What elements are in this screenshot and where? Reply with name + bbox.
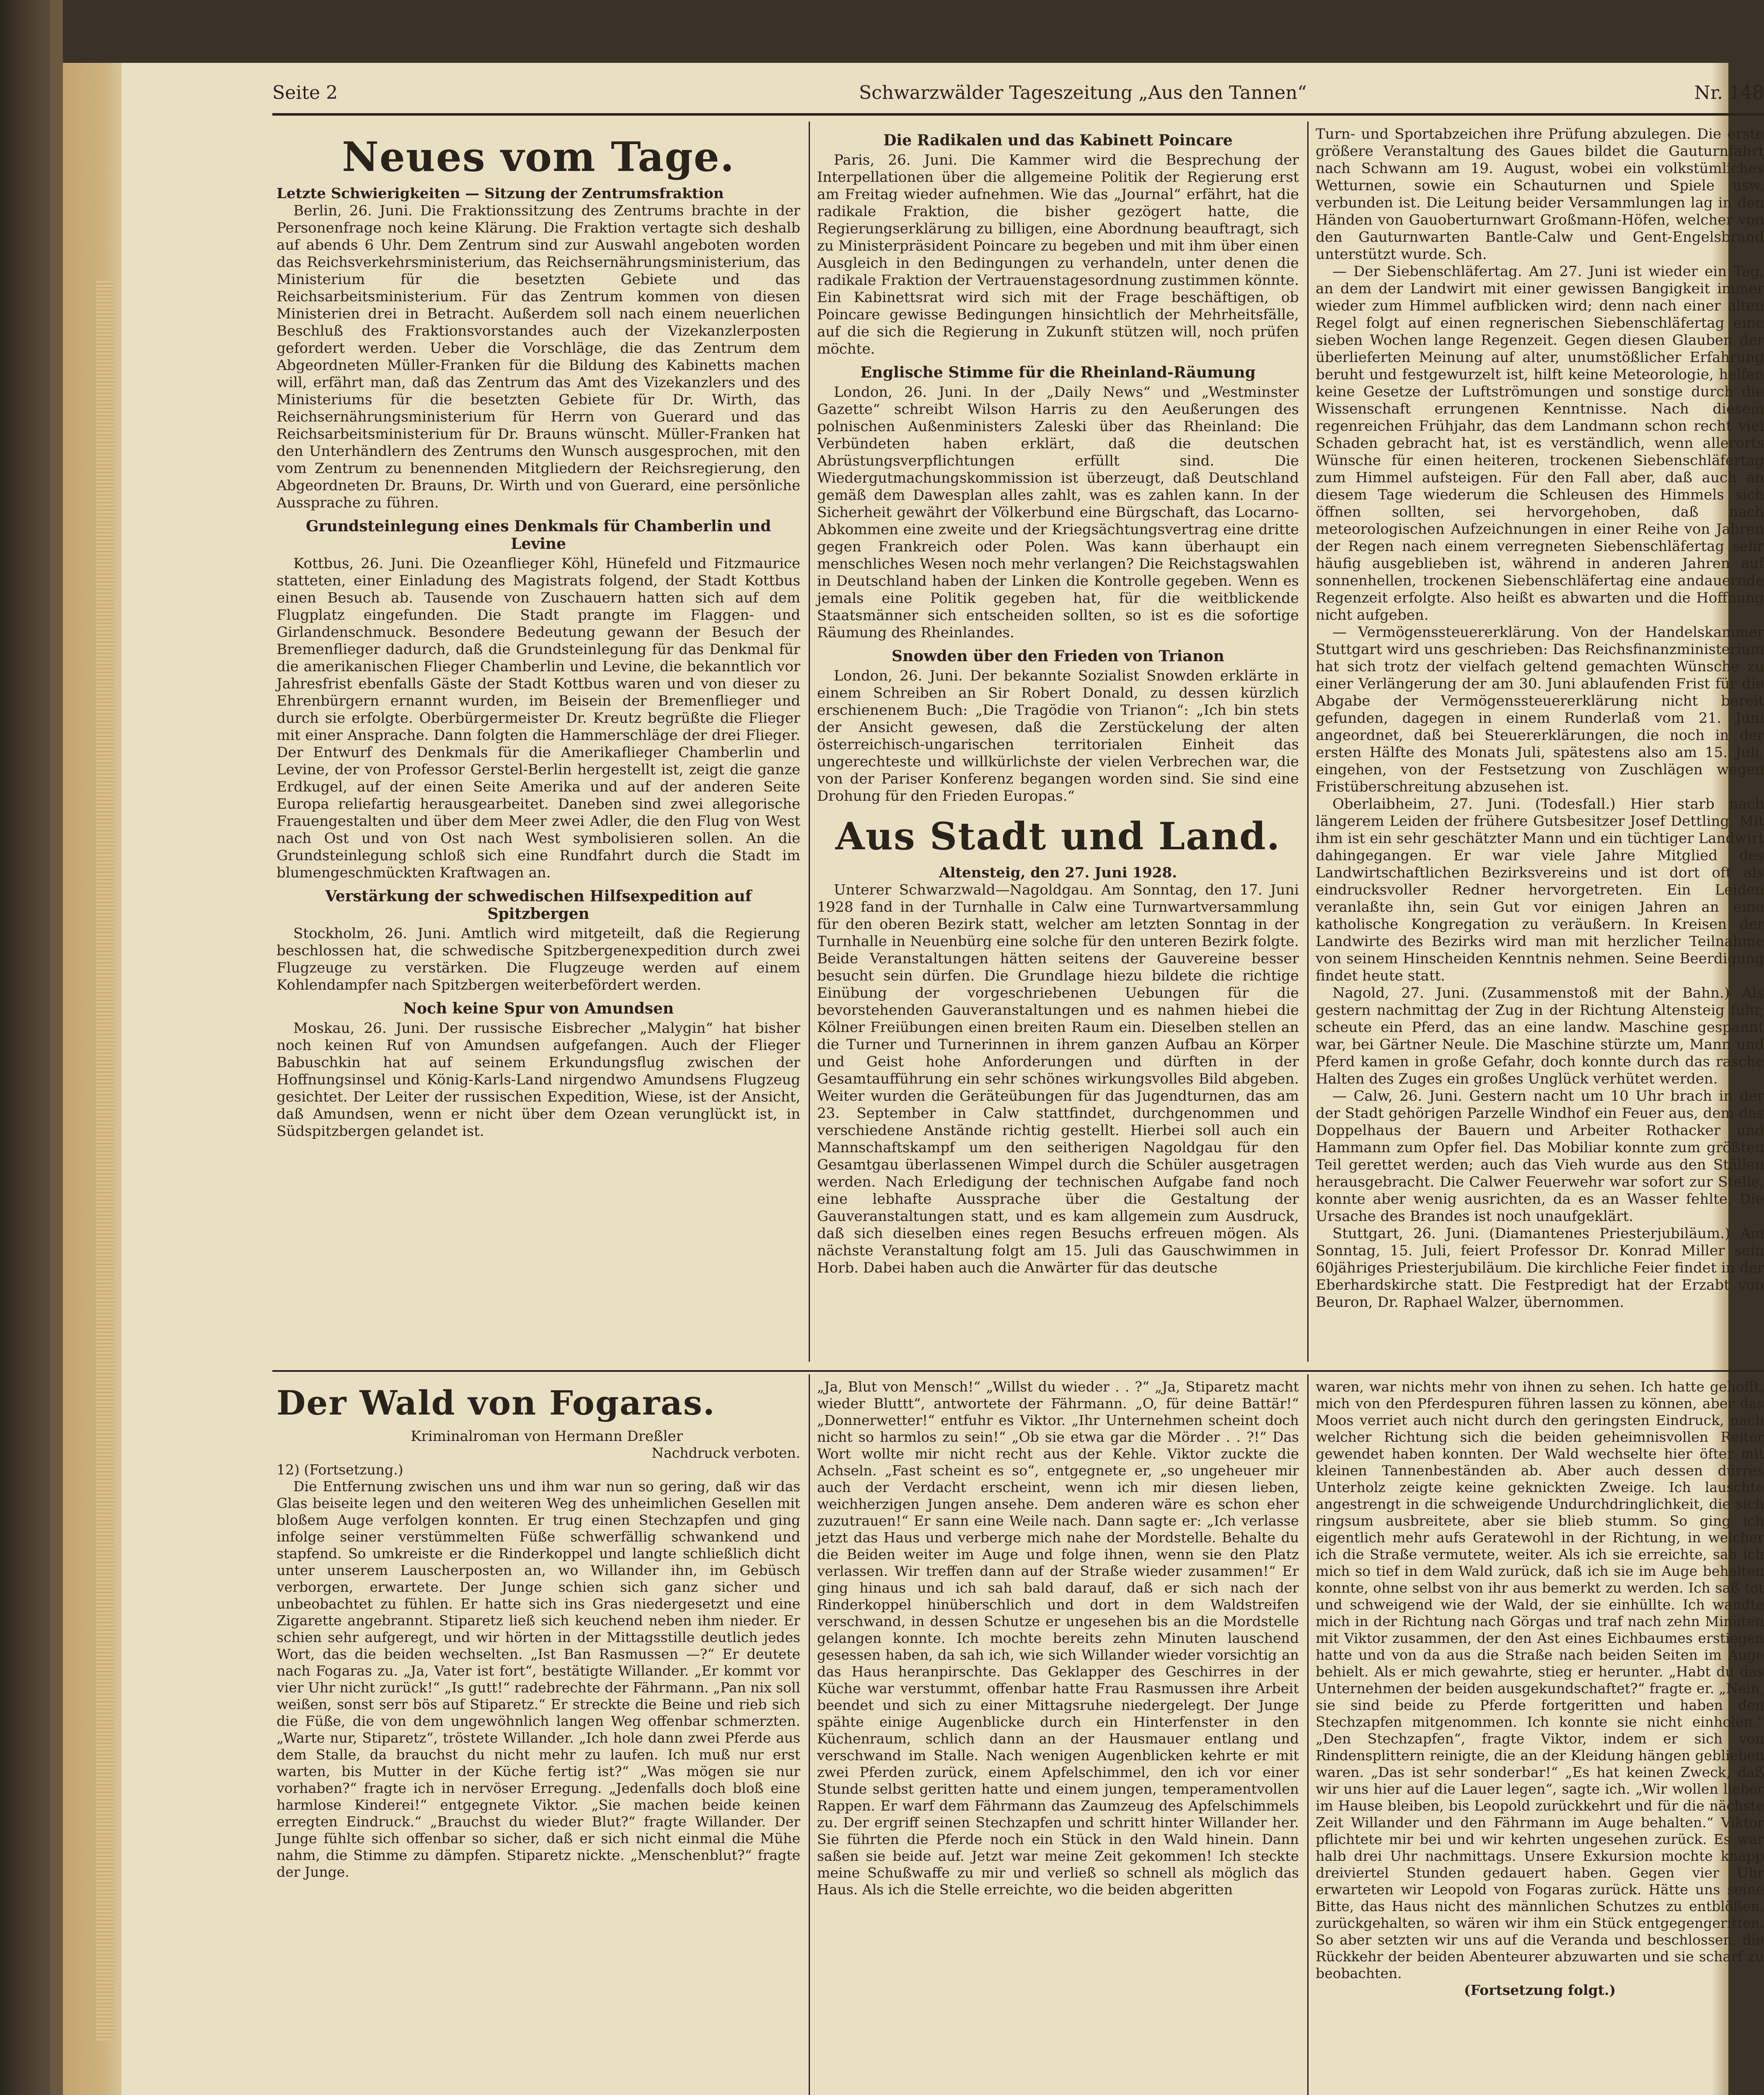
book-spine — [0, 0, 50, 2095]
column-divider — [1307, 1374, 1309, 2095]
article-text: Unterer Schwarzwald—Nagoldgau. Am Sonntag, den 17. Juni 1928 fand in der Turnhalle in Calw eine Turnwartversammlung für den oberen Bezirk statt, welcher am letzten Sonntag in der Turnhalle in Neuenbürg eine solche für den unteren Bezirk folgte. Beide Veranstaltungen hätten seitens der Gauvereine besser besucht sein dürfen. Die Grundlage hiezu bildete die richtige Einübung der vorgeschriebenen Uebungen für die bevorstehenden Gauveranstaltungen und es nahmen hiebei die Kölner Freiübungen einen breiten Raum ein. Dieselben stellen an die Turner und Turnerinnen in ihrem ganzen Aufbau an Körper und Geist hohe Anforderungen und dürften in der Gesamtaufführung ein sehr schönes wirkungsvolles Bild abgeben. Weiter wurden die Geräteübungen für das Jugendturnen, das am 23. September in Calw stattfindet, durchgenommen und verschiedene Anstände richtig gestellt. Hierbei soll auch ein Mannschaftskampf um den seitherigen Nagoldgau für den Gesamtgau überlassenen Wimpel durch die Schüler ausgetragen werden. Nach Erledigung der technischen Aufgabe fand noch eine lebhafte Aussprache über die Gestaltung der Gauveranstaltungen statt, und es kam allgemein zum Ausdruck, daß sich dieselben eines regen Besuchs erfreuen mögen. Als nächste Veranstaltung folgt am 15. Juli das Gauschwimmen in Horb. Dabei haben auch die Anwärter für das deutsche — [817, 882, 1299, 1276]
article-text: Stuttgart, 26. Juni. (Diamantenes Priesterjubiläum.) Am Sonntag, 15. Juli, feiert Professor Dr. Konrad Miller sein 60jähriges Priesterjubiläum. Die kirchliche Feier findet in der Eberhardskirche statt. Die Festpredigt hat der Erzabt von Beuron, Dr. Raphael Walzer, übernommen. — [1316, 1225, 1764, 1311]
serial-column-1 — [277, 1379, 800, 2095]
article-text: Paris, 26. Juni. Die Kammer wird die Besprechung der Interpellationen über die allgemeine Politik der Regierung erst am Freitag wieder aufnehmen. Wie das „Journal“ erfährt, hat die radikale Fraktion, die bisher gezögert hatte, die Regierungserklärung zu billigen, eine Abordnung beauftragt, sich zu Ministerpräsident Poincare zu begeben und mit ihm über einen Ausgleich in den Bedingungen zu verhandeln, unter denen die radikale Fraktion der Vertrauenstagesordnung zustimmen könnte. Ein Kabinettsrat wird sich mit der Frage beschäftigen, ob Poincare gewisse Bedingungen hinsichtlich der Mehrheitsfälle, auf die sich die Regierung in Zukunft stützen will, noch prüfen möchte. — [817, 152, 1299, 357]
article-text: Stockholm, 26. Juni. Amtlich wird mitgeteilt, daß die Regierung beschlossen hat, die schwedische Spitzbergenexpedition durch zwei Flugzeuge zu verstärken. Die Flugzeuge werden auf einem Kohlendampfer nach Spitzbergen weiterbefördert werden. — [277, 925, 800, 993]
serial-title: Der Wald von Fogaras. — [277, 1383, 716, 1423]
article-text: Berlin, 26. Juni. Die Fraktionssitzung des Zentrums brachte in der Personenfrage noch keine Klärung. Die Fraktion vertagte sich deshalb auf abends 6 Uhr. Dem Zentrum sind zur Auswahl angeboten worden das Reichsverkehrsministerium, das Reichsernährungsministerium, das Ministerium für die besetzten Gebiete und das Reichsarbeitsministerium. Für das Zentrum kommen von diesen Ministerien drei in Betracht. Außerdem soll nach einem neuerlichen Beschluß des Fraktionsvorstandes auch der Vizekanzlerposten gefordert werden. Ueber die Vorschläge, die das Zentrum dem Abgeordneten Müller-Franken für die Bildung des Kabinetts machen will, erfährt man, daß das Zentrum das Amt des Vizekanzlers und des Ministeriums für die besetzten Gebiete für Dr. Wirth, das Reichsernährungsministerium für Herrn von Guerard und das Reichsarbeitsministerium für Dr. Brauns wünscht. Müller-Franken hat den Unterhändlern des Zentrums den Wunsch ausgesprochen, mit den vom Zentrum zu benennenden Mitgliedern der Reichsregierung, den Abgeordneten Dr. Brauns, Dr. Wirth und von Guerard, eine persönliche Aussprache zu führen. — [277, 202, 800, 511]
serial-subtitle: Kriminalroman von Hermann Dreßler — [411, 1428, 683, 1445]
article-heading: Grundsteinlegung eines Denkmals für Chamberlin und Levine — [305, 517, 771, 553]
serial-separator-rule — [272, 1370, 1764, 1372]
article-text: Nagold, 27. Juni. (Zusammenstoß mit der Bahn.) Als gestern nachmittag der Zug in der Richtung Altensteig fuhr, scheute ein Pferd, das an eine landw. Maschine gespannt war, bei Gärtner Neule. Die Maschine stürzte um, Mann und Pferd kamen in große Gefahr, doch konnte durch das rasche Halten des Zuges ein großes Unglück verhütet werden. — [1316, 985, 1764, 1087]
article-heading: Die Radikalen und das Kabinett Poincare — [883, 132, 1233, 149]
column-2 — [817, 126, 1299, 1366]
column-1 — [277, 130, 800, 1366]
article-text: Kottbus, 26. Juni. Die Ozeanflieger Köhl, Hünefeld und Fitzmaurice statteten, einer Einladung des Magistrats folgend, der Stadt Kottbus einen Besuch ab. Tausende von Zuschauern hatten sich auf dem Flugplatz eingefunden. Die Stadt prangte im Flaggen- und Girlandenschmuck. Besondere Bedeutung gewann der Besuch der Bremenflieger dadurch, daß die Grundsteinlegung für das Denkmal für die amerikanischen Flieger Chamberlin und Levine, die bekanntlich vor Jahresfrist ebenfalls Gäste der Stadt Kottbus waren und von dieser zu Ehrenbürgern ernannt wurden, im Beisein der Bremenflieger und durch sie erfolgte. Oberbürgermeister Dr. Kreutz begrüßte die Flieger mit einer Ansprache. Dann folgten die Hammerschläge der drei Flieger. Der Entwurf des Denkmals für die Amerikaflieger Chamberlin und Levine, der von Professor Gerstel-Berlin hergestellt ist, zeigt die ganze Erdkugel, auf der einen Seite Amerika und auf der anderen Seite Europa reliefartig herausgearbeitet. Daneben sind zwei allegorische Frauengestalten und über dem Meer zwei Adler, die den Flug von West nach Ost und von Ost nach West symbolisieren sollen. An die Grundsteinlegung schloß sich eine Rundfahrt durch die Stadt im blumengeschmückten Kraftwagen an. — [277, 555, 800, 881]
section-title-local: Aus Stadt und Land. — [835, 814, 1281, 859]
newspaper-page — [63, 63, 1764, 2095]
article-text: London, 26. Juni. Der bekannte Sozialist Snowden erklärte in einem Schreiben an Sir Robert Donald, zu dessen kürzlich erschienenem Buch: „Die Tragödie von Trianon“: „Ich bin stets der Ansicht gewesen, daß die Zerstückelung der alten österreichisch-ungarischen territorialen Einheit das ungerechteste und willkürlichste der vielen Verbrechen war, die von der Pariser Konferenz begangen worden sind. Sie sind eine Drohung für den Frieden Europas.“ — [817, 667, 1299, 804]
reprint-notice: Nachdruck verboten. — [652, 1445, 800, 1461]
page-number: Seite 2 — [272, 82, 338, 103]
to-be-continued: (Fortsetzung folgt.) — [1464, 1982, 1616, 1998]
column-3 — [1316, 126, 1764, 1366]
article-heading: Snowden über den Frieden von Trianon — [892, 647, 1224, 665]
article-text: — Der Siebenschläfertag. Am 27. Juni ist wieder ein Tag, an dem der Landwirt mit einer gewissen Bangigkeit immer wieder zum Himmel aufblicken wird; denn nach einer alten Regel folgt auf einen regnerischen Siebenschläfertag eine sieben Wochen lange Regenzeit. Gegen diesen Glauben der überlieferten Meinung auf alter, unumstößlicher Erfahrung beruht und festgewurzelt ist, hilft keine Meteorologie, helfen keine Gesetze der Luftströmungen und sonstige durch die Wissenschaft errungenen Kenntnisse. Nach diesem regenreichen Frühjahr, das dem Landmann schon recht viel Schaden gebracht hat, ist es verständlich, wenn allerorts Wünsche für einen heiteren, trockenen Siebenschläfertag zum Himmel aufsteigen. Für den Fall aber, daß auch an diesem Tage wiederum die Schleusen des Himmels sich öffnen sollten, sei hervorgehoben, daß nach meteorologischen Aufzeichnungen in einer Reihe von Jahren der Regen nach einem verregneten Siebenschläfertag sehr häufig ausgeblieben ist, während in anderen Jahren auf sonnenhellen, trockenen Siebenschläfertag eine andauernde Regenzeit erfolgte. Also heißt es abwarten und die Hoffnung nicht aufgeben. — [1316, 263, 1764, 623]
installment-number: 12) — [277, 1461, 300, 1478]
serial-text: waren, war nichts mehr von ihnen zu sehen. Ich hatte gehofft, mich von den Pferdespuren führen lassen zu können, aber das Moos verriet auch nicht durch den geringsten Eindruck, nach welcher Richtung sich die beiden geheimnisvollen Reiter gewendet haben konnten. Der Wald wechselte hier öfter mit kleinen Tannenbeständen ab. Aber auch dessen dürres Unterholz zeigte keine geknickten Zweige. Ich lauschte angestrengt in die schweigende Undurchdringlichkeit, die sich ringsum ausbreitete, aber sie blieb stumm. So ging ich eigentlich mehr aufs Geratewohl in der Richtung, in welcher ich die Straße vermutete, weiter. Als ich sie erreichte, sah ich mich so tief in dem Wald zurück, daß ich sie im Auge behalten konnte, ohne selbst von ihr aus bemerkt zu werden. Ich saß tot und schweigend wie der Wald, der sie einhüllte. Ich wandte mich in der Richtung nach Görgas und traf nach zehn Minuten mit Viktor zusammen, der den Ast eines Eichbaumes erstiegen hatte und von da aus die Straße nach beiden Seiten im Auge behielt. Als er mich gewahrte, stieg er herunter. „Habt du das Unternehmen der beiden ausgekundschaftet?“ fragte er. „Nein, sie sind beide zu Pferde fortgeritten und haben den Stechzapfen mitgenommen. Ich konnte sie nicht einholen.“ „Den Stechzapfen“, fragte Viktor, indem er sich von Rindensplittern reinigte, die an der Kleidung hängen geblieben waren. „Das ist sehr sonderbar!“ „Es hat keinen Zweck, daß wir uns hier auf die Lauer legen“, sagte ich. „Wir wollen lieber im Hause bleiben, bis Leopold zurückkehrt und für die nächste Zeit Willander und den Fährmann im Auge behalten.“ Viktor pflichtete mir bei und wir kehrten ungesehen zurück. Es war halb drei Uhr nachmittags. Unsere Exkursion mochte knapp dreiviertel Stunden gedauert haben. Gegen vier Uhr erwarteten wir Leopold von Fogaras zurück. Hätte uns seine Bitte, das Haus nicht des männlichen Schutzes zu entblößen, zurückgehalten, so wären wir ihm ein Stück entgegengeritten. So aber setzten wir uns auf die Veranda und beschlossen, die Rückkehr der beiden Abenteurer abzuwarten und sie scharf zu beobachten. — [1316, 1379, 1764, 1981]
newspaper-title: Schwarzwälder Tageszeitung „Aus den Tannen“ — [859, 82, 1307, 103]
article-text: — Calw, 26. Juni. Gestern nacht um 10 Uhr brach in der der Stadt gehörigen Parzelle Windhof ein Feuer aus, dem das Doppelhaus der Bauern und Arbeiter Rothacker und Hammann zum Opfer fiel. Das Mobiliar konnte zum größten Teil gerettet werden; auch das Vieh wurde aus den Ställen herausgebracht. Die Calwer Feuerwehr war sofort zur Stelle, konnte aber wenig ausrichten, da es an Wasser fehlte. Die Ursache des Brandes ist noch unaufgeklärt. — [1316, 1088, 1764, 1225]
serial-column-2 — [817, 1379, 1299, 2095]
article-heading: Verstärkung der schwedischen Hilfsexpedition auf Spitzbergen — [325, 887, 752, 923]
issue-number: Nr. 148 — [1694, 82, 1764, 103]
article-text: Moskau, 26. Juni. Der russische Eisbrecher „Malygin“ hat bisher noch keinen Ruf von Amundsen aufgefangen. Auch der Flieger Babuschkin hat auf seinem Erkundungsflug zwischen der Hoffnungsinsel und König-Karls-Land nirgendwo Amundsens Flugzeug gesichtet. Der Leiter der russischen Expedition, Wiese, ist der Ansicht, daß Amundsen, wenn er nicht über dem Ozean verunglückt ist, in Südspitzbergen gelandet ist. — [277, 1020, 800, 1140]
article-text: — Vermögenssteuererklärung. Von der Handelskammer Stuttgart wird uns geschrieben: Das Reichsfinanzministerium hat sich trotz der vielfach geltend gemachten Wünsche zu einer Verlängerung der am 30. Juni ablaufenden Frist für die Abgabe der Vermögenssteuererklärung nicht bereit gefunden, dagegen in einem Runderlaß vom 21. Juni angeordnet, daß bei Steuererklärungen, die noch in der ersten Hälfte des Monats Juli, spätestens also am 15. Juli, eingehen, von der Festsetzung von Zuschlägen wegen Fristüberschreitung abzusehen ist. — [1316, 624, 1764, 795]
serial-text: Die Entfernung zwischen uns und ihm war nun so gering, daß wir das Glas beiseite legen und den weiteren Weg des unheimlichen Gesellen mit bloßem Auge verfolgen konnten. Er trug einen Stechzapfen und ging infolge seiner verstümmelten Füße schwerfällig schwankend und stapfend. So umkreiste er die Rinderkoppel und langte schließlich dicht unter unserem Lauscherposten an, wo Willander ihn, im Gebüsch verborgen, erwartete. Der Junge schien sich ganz sicher und unbeobachtet zu fühlen. Er hatte sich ins Gras niedergesetzt und eine Zigarette angebrannt. Stiparetz ließ sich keuchend neben ihm nieder. Er schien sehr aufgeregt, und wir hörten in der Mittagsstille deutlich jedes Wort, das die beiden wechselten. „Ist Ban Rasmussen —?“ Er deutete nach Fogaras zu. „Ja, Vater ist fort“, bestätigte Willander. „Er kommt vor vier Uhr nicht zurück!“ „Is gutt!“ radebrechte der Fährmann. „Pan nix soll weißen, sonst serr bös auf Stiparetz.“ Er streckte die Beine und rieb sich die Füße, die von dem ungewöhnlich langen Weg offenbar schmerzten. „Warte nur, Stiparetz“, tröstete Willander. „Ich hole dann zwei Pferde aus dem Stalle, da brauchst du nicht mehr zu laufen. Ich muß nur erst warten, bis Mutter in der Küche fertig ist?“ „Was mögen sie nur vorhaben?“ fragte ich in nervöser Erregung. „Jedenfalls doch bloß eine harmlose Kinderei!“ entgegnete Viktor. „Sie machen beide keinen erregten Eindruck.“ „Brauchst du wieder Blut?“ fragte Willander. Der Junge fühlte sich offenbar so sicher, daß er sich nicht einmal die Mühe nahm, die Stimme zu dämpfen. Stiparetz nickte. „Menschenblut?“ fragte der Junge. — [277, 1478, 800, 1880]
article-heading: Englische Stimme für die Rheinland-Räumung — [860, 364, 1256, 381]
page-header — [272, 80, 1764, 113]
article-text: London, 26. Juni. In der „Daily News“ und „Westminster Gazette“ schreibt Wilson Harris zu den Aeußerungen des polnischen Außenministers Zaleski über das Rheinland: Die Verbündeten haben erklärt, daß die deutschen Abrüstungsverpflichtungen erfüllt sind. Die Wiedergutmachungskommission ist überzeugt, daß Deutschland gemäß dem Dawesplan alles zahlt, was es zahlen kann. In der Sicherheit gewährt der Völkerbund eine Bürgschaft, das Locarno-Abkommen eine zweite und der Kriegsächtungsvertrag eine dritte gegen Frankreich oder Polen. Was kann überhaupt ein menschliches Wesen noch mehr verlangen? Die Reichstagswahlen in Deutschland haben der Linken die Kontrolle gegeben. Wenn es jemals eine Politik gegeben hat, für die weitblickende Staatsmänner sich entscheiden sollten, so ist es die sofortige Räumung des Rheinlandes. — [817, 384, 1299, 641]
article-lead: Letzte Schwierigkeiten — Sitzung der Zentrumsfraktion — [277, 185, 724, 202]
local-dateline: Altensteig, den 27. Juni 1928. — [939, 864, 1177, 881]
header-rule — [272, 113, 1764, 116]
column-divider — [809, 122, 810, 1362]
column-divider — [1307, 122, 1309, 1362]
article-text: Turn- und Sportabzeichen ihre Prüfung abzulegen. Die erste größere Veranstaltung des Gaues bildet die Gauturnfahrt nach Schwann am 19. August, wobei ein volkstümliches Wetturnen, sowie ein Schauturnen und Spiele usw. verbunden ist. Die Leitung beider Versammlungen lag in den Händen von Gauoberturnwart Großmann-Höfen, welcher von den Gauturnwarten Bantle-Calw und Gent-Engelsbrand unterstützt wurde. Sch. — [1316, 126, 1764, 263]
serial-text: „Ja, Blut von Mensch!“ „Willst du wieder . . ?“ „Ja, Stiparetz macht wieder Bluttt“, antwortete der Fährmann. „O, für deine Battär!“ „Donnerwetter!“ entfuhr es Viktor. „Ihr Unternehmen scheint doch nicht so harmlos zu sein!“ „Ob sie etwa gar die Mörder . . ?!“ Das Wort wollte mir nicht recht aus der Kehle. Viktor zuckte die Achseln. „Fast scheint es so“, entgegnete er, „so ungeheuer mir auch der Verdacht erscheint, wenn ich mir diesen lieben, weichherzigen Jungen ansehe. Dem anderen wäre es schon eher zuzutrauen!“ Er sann eine Weile nach. Dann sagte er: „Ich verlasse jetzt das Haus und verberge mich nahe der Mordstelle. Behalte du die Beiden weiter im Auge und folge ihnen, wenn sie den Platz verlassen. Wir treffen dann auf der Straße wieder zusammen!“ Er ging hinaus und ich sah bald darauf, daß er sich nach der Rinderkoppel hinüberschlich und dort in dem Waldstreifen verschwand, in dessen Schutze er ungesehen bis an die Mordstelle gelangen konnte. Ich mochte bereits zehn Minuten lauschend gesessen haben, da sah ich, wie sich Willander wieder vorsichtig an das Haus heranpirschte. Das Geklapper des Geschirres in der Küche war verstummt, offenbar hatte Frau Rasmussen ihre Arbeit beendet und sich zu einer Mittagsruhe niedergelegt. Der Junge spähte einige Augenblicke durch ein Hinterfenster in den Küchenraum, schlich dann an der Hausmauer entlang und verschwand im Stalle. Nach wenigen Augenblicken kehrte er mit zwei Pferden zurück, einem Apfelschimmel, den ich vor einer Stunde selbst geritten hatte und einem jungen, temperamentvollen Rappen. Er warf dem Fährmann das Zaumzeug des Apfelschimmels zu. Der ergriff seinen Stechzapfen und schritt hinter Willander her. Sie führten die Pferde noch ein Stück in den Wald hinein. Dann saßen sie beide auf. Jetzt war meine Zeit gekommen! Ich steckte meine Schußwaffe zu mir und verließ so schnell als möglich das Haus. Als ich die Stelle erreichte, wo die beiden abgeritten — [817, 1379, 1299, 1898]
article-heading: Noch keine Spur von Amundsen — [403, 1000, 674, 1017]
serial-column-3 — [1316, 1379, 1764, 2095]
continuation-note: (Fortsetzung.) — [304, 1461, 403, 1478]
column-divider — [809, 1374, 810, 2095]
page-content — [122, 63, 1764, 2095]
book-binding — [50, 0, 63, 2095]
article-text: Oberlaibheim, 27. Juni. (Todesfall.) Hier starb nach längerem Leiden der frühere Gutsbesitzer Josef Dettling. Mit ihm ist ein sehr geschätzter Mann und ein tüchtiger Landwirt dahingegangen. Er war viele Jahre Mitglied des Landwirtschaftlichen Bezirksvereins und ist dort oft als eindrucksvoller Redner hervorgetreten. Ein Leiden veranlaßte ihn, sein Gut vor einigen Jahren an eine katholische Kongregation zu veräußern. In Kreisen der Landwirte des Bezirks wird man mit herzlicher Teilnahme von seinem Hinscheiden Kenntnis nehmen. Seine Beerdigung findet heute statt. — [1316, 796, 1764, 984]
section-title-news: Neues vom Tage. — [341, 133, 735, 181]
page-left-edge — [63, 63, 122, 2095]
